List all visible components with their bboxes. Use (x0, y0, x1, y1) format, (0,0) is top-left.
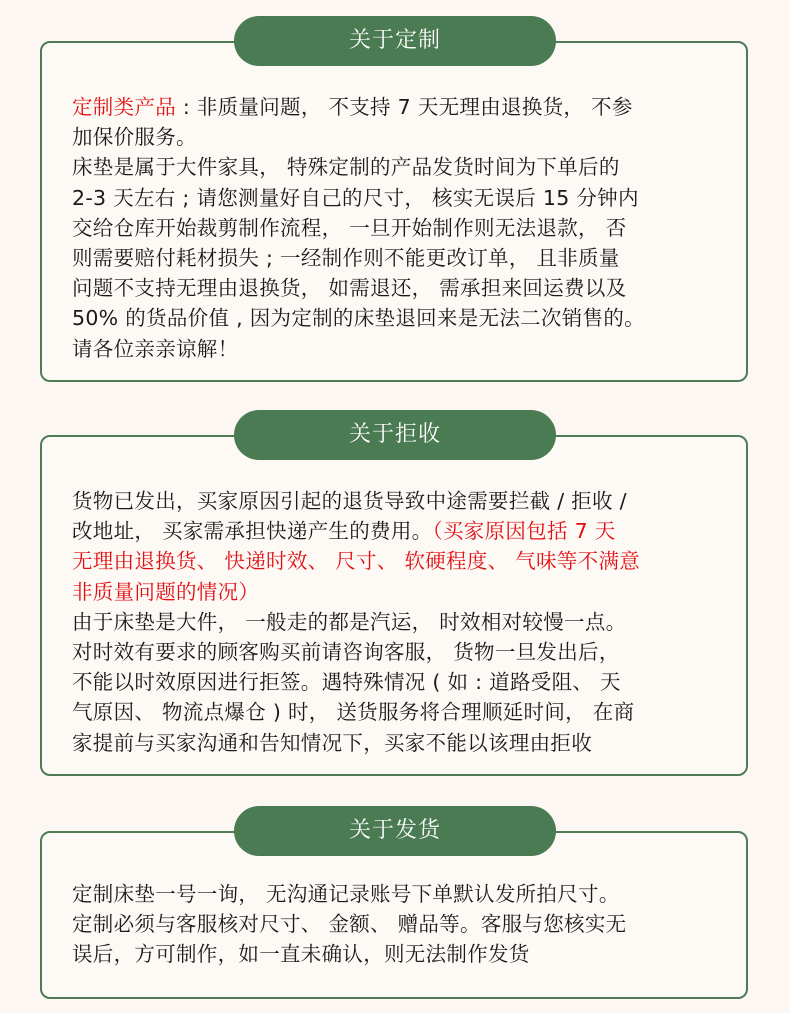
text-line (72, 728, 728, 758)
text-line (72, 183, 728, 213)
text-line (72, 516, 728, 546)
body-text-segment: 问题不支持无理由退换货， 如需退还， 需承担来回运费以及 (72, 276, 627, 301)
text-line (72, 697, 728, 727)
text-line (72, 152, 728, 182)
text-line (72, 213, 728, 243)
body-text-segment: 2-3 天左右 ; 请您测量好自己的尺寸， 核实无误后 15 分钟内 (72, 185, 639, 210)
body-text-segment: 加保价服务。 (72, 125, 197, 150)
section-shipping-title: 关于发货 (234, 806, 556, 856)
text-line (72, 243, 728, 273)
body-text-segment: 定制床垫一号一询， 无沟通记录账号下单默认发所拍尺寸。 (72, 882, 620, 906)
body-text-segment: 家提前与买家沟通和告知情况下，买家不能以该理由拒收 (72, 730, 592, 755)
section-reject-text (72, 486, 728, 758)
text-line (72, 273, 728, 303)
section-shipping-text (72, 879, 728, 970)
body-text-segment: 床垫是属于大件家具， 特殊定制的产品发货时间为下单后的 (72, 155, 620, 180)
body-text-segment: 交给仓库开始裁剪制作流程， 一旦开始制作则无法退款， 否 (72, 215, 627, 240)
body-text-segment: 定制必须与客服核对尺寸、 金额、 赠品等。客服与您核实无 (72, 912, 627, 937)
body-text-segment: 请各位亲亲谅解！ (72, 336, 239, 361)
body-text-segment: 由于床垫是大件， 一般走的都是汽运， 时效相对较慢一点。 (72, 609, 627, 634)
text-line (72, 546, 728, 576)
text-line (72, 607, 728, 637)
text-line (72, 92, 728, 122)
body-text-segment: 误后，方可制作，如一直未确认，则无法制作发货 (72, 942, 530, 967)
text-line (72, 577, 728, 607)
highlight-text: （买家原因包括 7 天 (432, 519, 616, 544)
text-line (72, 909, 728, 939)
text-line (72, 667, 728, 697)
body-text-segment: 50% 的货品价值 , 因为定制的床垫退回来是无法二次销售的。 (72, 306, 645, 331)
section-reject-title: 关于拒收 (234, 410, 556, 460)
body-text-segment: 货物已发出，买家原因引起的退货导致中途需要拦截 / 拒收 / (72, 489, 627, 513)
text-line (72, 637, 728, 667)
body-text-segment: 不能以时效原因进行拒签。遇特殊情况 ( 如 : 道路受阻、 天 (72, 670, 621, 695)
text-line (72, 879, 728, 909)
body-text-segment: 则需要赔付耗材损失 ; 一经制作则不能更改订单， 且非质量 (72, 246, 620, 271)
highlight-text: 无理由退换货、 快递时效、 尺寸、 软硬程度、 气味等不满意 (72, 549, 641, 574)
section-custom-text (72, 92, 728, 364)
text-line (72, 122, 728, 152)
body-text-segment: 气原因、 物流点爆仓 ) 时， 送货服务将合理顺延时间， 在商 (72, 700, 635, 725)
body-text-segment: 对时效有要求的顾客购买前请咨询客服， 货物一旦发出后， (72, 640, 620, 665)
highlight-text: 非质量问题的情况） (72, 579, 260, 604)
text-line (72, 939, 728, 969)
body-text-segment: 改地址， 买家需承担快递产生的费用。 (72, 519, 433, 544)
section-custom-title: 关于定制 (234, 16, 556, 66)
text-line (72, 334, 728, 364)
highlight-text: 定制类产品 (72, 95, 176, 119)
text-line (72, 303, 728, 333)
body-text-segment: : 非质量问题， 不支持 7 天无理由退换货， 不参 (176, 95, 633, 119)
text-line (72, 486, 728, 516)
